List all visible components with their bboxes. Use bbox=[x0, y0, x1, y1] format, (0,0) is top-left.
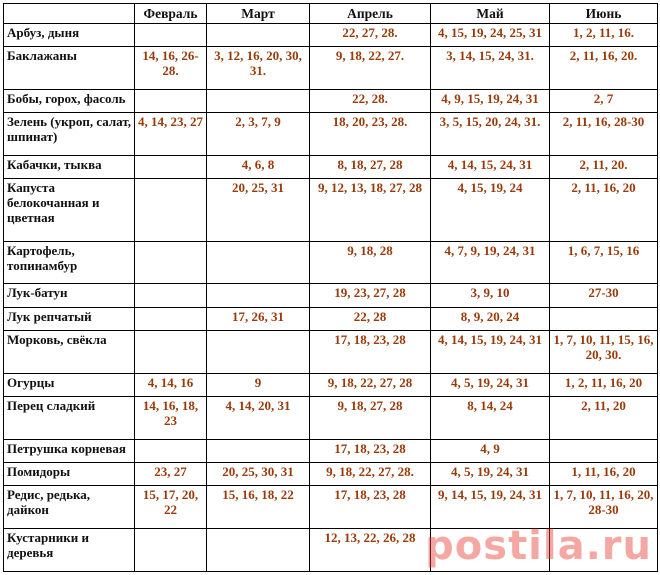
date-cell bbox=[135, 24, 207, 47]
table-header bbox=[4, 4, 658, 24]
date-cell: 12, 13, 22, 26, 28 bbox=[310, 529, 431, 572]
date-cell: 9, 18, 27, 28 bbox=[310, 397, 431, 440]
date-cell: 4, 5, 19, 24, 31 bbox=[431, 463, 550, 486]
date-cell bbox=[207, 24, 310, 47]
date-cell: 2, 11, 20. bbox=[550, 156, 658, 179]
date-cell: 4, 14, 16 bbox=[135, 373, 207, 396]
date-cell bbox=[135, 439, 207, 462]
crop-name: Огурцы bbox=[4, 373, 135, 396]
crop-name: Кабачки, тыква bbox=[4, 156, 135, 179]
date-cell bbox=[135, 156, 207, 179]
crop-name: Редис, редька, дайкон bbox=[4, 486, 135, 529]
date-cell bbox=[207, 241, 310, 284]
crop-name: Капуста белокочанная и цветная bbox=[4, 179, 135, 241]
date-cell: 8, 18, 27, 28 bbox=[310, 156, 431, 179]
crop-name: Лук репчатый bbox=[4, 307, 135, 330]
date-cell: 8, 14, 24 bbox=[431, 397, 550, 440]
crop-name: Морковь, свёкла bbox=[4, 330, 135, 373]
table-row bbox=[4, 439, 658, 462]
table-row bbox=[4, 90, 658, 113]
sowing-calendar-table bbox=[3, 3, 658, 572]
date-cell: 14, 16, 26-28. bbox=[135, 47, 207, 90]
date-cell: 4, 14, 23, 27 bbox=[135, 113, 207, 156]
date-cell: 4, 14, 15, 24, 31 bbox=[431, 156, 550, 179]
crop-name: Зелень (укроп, салат, шпинат) bbox=[4, 113, 135, 156]
date-cell: 17, 18, 23, 28 bbox=[310, 439, 431, 462]
date-cell bbox=[207, 529, 310, 572]
date-cell: 1, 7, 10, 11, 16, 20, 28-30 bbox=[550, 486, 658, 529]
date-cell: 2, 11, 16, 20. bbox=[550, 47, 658, 90]
date-cell: 17, 26, 31 bbox=[207, 307, 310, 330]
table-row bbox=[4, 373, 658, 396]
date-cell: 4, 15, 19, 24 bbox=[431, 179, 550, 241]
date-cell: 4, 14, 20, 31 bbox=[207, 397, 310, 440]
date-cell: 1, 11, 16, 20 bbox=[550, 463, 658, 486]
date-cell: 9, 12, 13, 18, 27, 28 bbox=[310, 179, 431, 241]
date-cell: 1, 2, 11, 16. bbox=[550, 24, 658, 47]
table-body bbox=[4, 24, 658, 572]
table-row bbox=[4, 529, 658, 572]
date-cell: 4, 14, 15, 19, 24, 31 bbox=[431, 330, 550, 373]
crop-name: Баклажаны bbox=[4, 47, 135, 90]
date-cell: 1, 6, 7, 15, 16 bbox=[550, 241, 658, 284]
date-cell: 4, 6, 8 bbox=[207, 156, 310, 179]
date-cell bbox=[135, 179, 207, 241]
date-cell: 2, 11, 16, 20 bbox=[550, 179, 658, 241]
date-cell: 9, 14, 15, 19, 24, 31 bbox=[431, 486, 550, 529]
table-row bbox=[4, 284, 658, 307]
date-cell bbox=[135, 529, 207, 572]
date-cell: 3, 14, 15, 24, 31. bbox=[431, 47, 550, 90]
date-cell: 4, 15, 19, 24, 25, 31 bbox=[431, 24, 550, 47]
date-cell: 3, 5, 15, 20, 24, 31. bbox=[431, 113, 550, 156]
date-cell: 17, 18, 23, 28 bbox=[310, 330, 431, 373]
date-cell bbox=[135, 284, 207, 307]
date-cell bbox=[135, 241, 207, 284]
date-cell: 9, 18, 22, 27, 28 bbox=[310, 373, 431, 396]
date-cell: 4, 9 bbox=[431, 439, 550, 462]
date-cell: 15, 16, 18, 22 bbox=[207, 486, 310, 529]
date-cell: 3, 12, 16, 20, 30, 31. bbox=[207, 47, 310, 90]
crop-name: Лук-батун bbox=[4, 284, 135, 307]
date-cell: 19, 23, 27, 28 bbox=[310, 284, 431, 307]
date-cell: 9, 18, 22, 27. bbox=[310, 47, 431, 90]
date-cell: 2, 11, 20 bbox=[550, 397, 658, 440]
date-cell: 18, 20, 23, 28. bbox=[310, 113, 431, 156]
header-month: Февраль bbox=[135, 4, 207, 24]
table-row bbox=[4, 307, 658, 330]
date-cell: 9 bbox=[207, 373, 310, 396]
date-cell: 9, 18, 28 bbox=[310, 241, 431, 284]
date-cell bbox=[135, 307, 207, 330]
date-cell bbox=[207, 284, 310, 307]
date-cell: 4, 9, 15, 19, 24, 31 bbox=[431, 90, 550, 113]
date-cell: 2, 11, 16, 28-30 bbox=[550, 113, 658, 156]
date-cell bbox=[550, 439, 658, 462]
watermark-logo: postila.ru bbox=[425, 523, 652, 569]
table-row bbox=[4, 486, 658, 529]
crop-name: Помидоры bbox=[4, 463, 135, 486]
header-row bbox=[4, 4, 658, 24]
date-cell: 4, 7, 9, 19, 24, 31 bbox=[431, 241, 550, 284]
header-month: Апрель bbox=[310, 4, 431, 24]
date-cell: 9, 18, 22, 27, 28. bbox=[310, 463, 431, 486]
crop-name: Картофель, топинамбур bbox=[4, 241, 135, 284]
date-cell bbox=[431, 529, 550, 572]
table-row bbox=[4, 330, 658, 373]
crop-name: Перец сладкий bbox=[4, 397, 135, 440]
header-month: Март bbox=[207, 4, 310, 24]
date-cell: 17, 18, 23, 28 bbox=[310, 486, 431, 529]
date-cell: 2, 7 bbox=[550, 90, 658, 113]
date-cell: 22, 28 bbox=[310, 307, 431, 330]
date-cell: 20, 25, 31 bbox=[207, 179, 310, 241]
table-row bbox=[4, 179, 658, 241]
table-row bbox=[4, 397, 658, 440]
table-row bbox=[4, 156, 658, 179]
date-cell bbox=[550, 529, 658, 572]
table-row bbox=[4, 47, 658, 90]
crop-name: Арбуз, дыня bbox=[4, 24, 135, 47]
header-month: Июнь bbox=[550, 4, 658, 24]
table-row bbox=[4, 113, 658, 156]
date-cell: 23, 27 bbox=[135, 463, 207, 486]
date-cell: 14, 16, 18, 23 bbox=[135, 397, 207, 440]
header-month: Май bbox=[431, 4, 550, 24]
crop-name: Бобы, горох, фасоль bbox=[4, 90, 135, 113]
table-row bbox=[4, 241, 658, 284]
crop-name: Кустарники и деревья bbox=[4, 529, 135, 572]
date-cell: 4, 5, 19, 24, 31 bbox=[431, 373, 550, 396]
date-cell: 27-30 bbox=[550, 284, 658, 307]
date-cell bbox=[135, 90, 207, 113]
date-cell bbox=[550, 307, 658, 330]
date-cell: 2, 3, 7, 9 bbox=[207, 113, 310, 156]
date-cell: 20, 25, 30, 31 bbox=[207, 463, 310, 486]
date-cell bbox=[207, 330, 310, 373]
table-row bbox=[4, 463, 658, 486]
date-cell bbox=[207, 90, 310, 113]
date-cell: 1, 2, 11, 16, 20 bbox=[550, 373, 658, 396]
date-cell: 15, 17, 20, 22 bbox=[135, 486, 207, 529]
crop-name: Петрушка корневая bbox=[4, 439, 135, 462]
date-cell: 22, 28. bbox=[310, 90, 431, 113]
date-cell: 8, 9, 20, 24 bbox=[431, 307, 550, 330]
date-cell: 3, 9, 10 bbox=[431, 284, 550, 307]
date-cell: 22, 27, 28. bbox=[310, 24, 431, 47]
date-cell: 1, 7, 10, 11, 15, 16, 20, 30. bbox=[550, 330, 658, 373]
date-cell bbox=[207, 439, 310, 462]
table-row bbox=[4, 24, 658, 47]
date-cell bbox=[135, 330, 207, 373]
header-crop bbox=[4, 4, 135, 24]
